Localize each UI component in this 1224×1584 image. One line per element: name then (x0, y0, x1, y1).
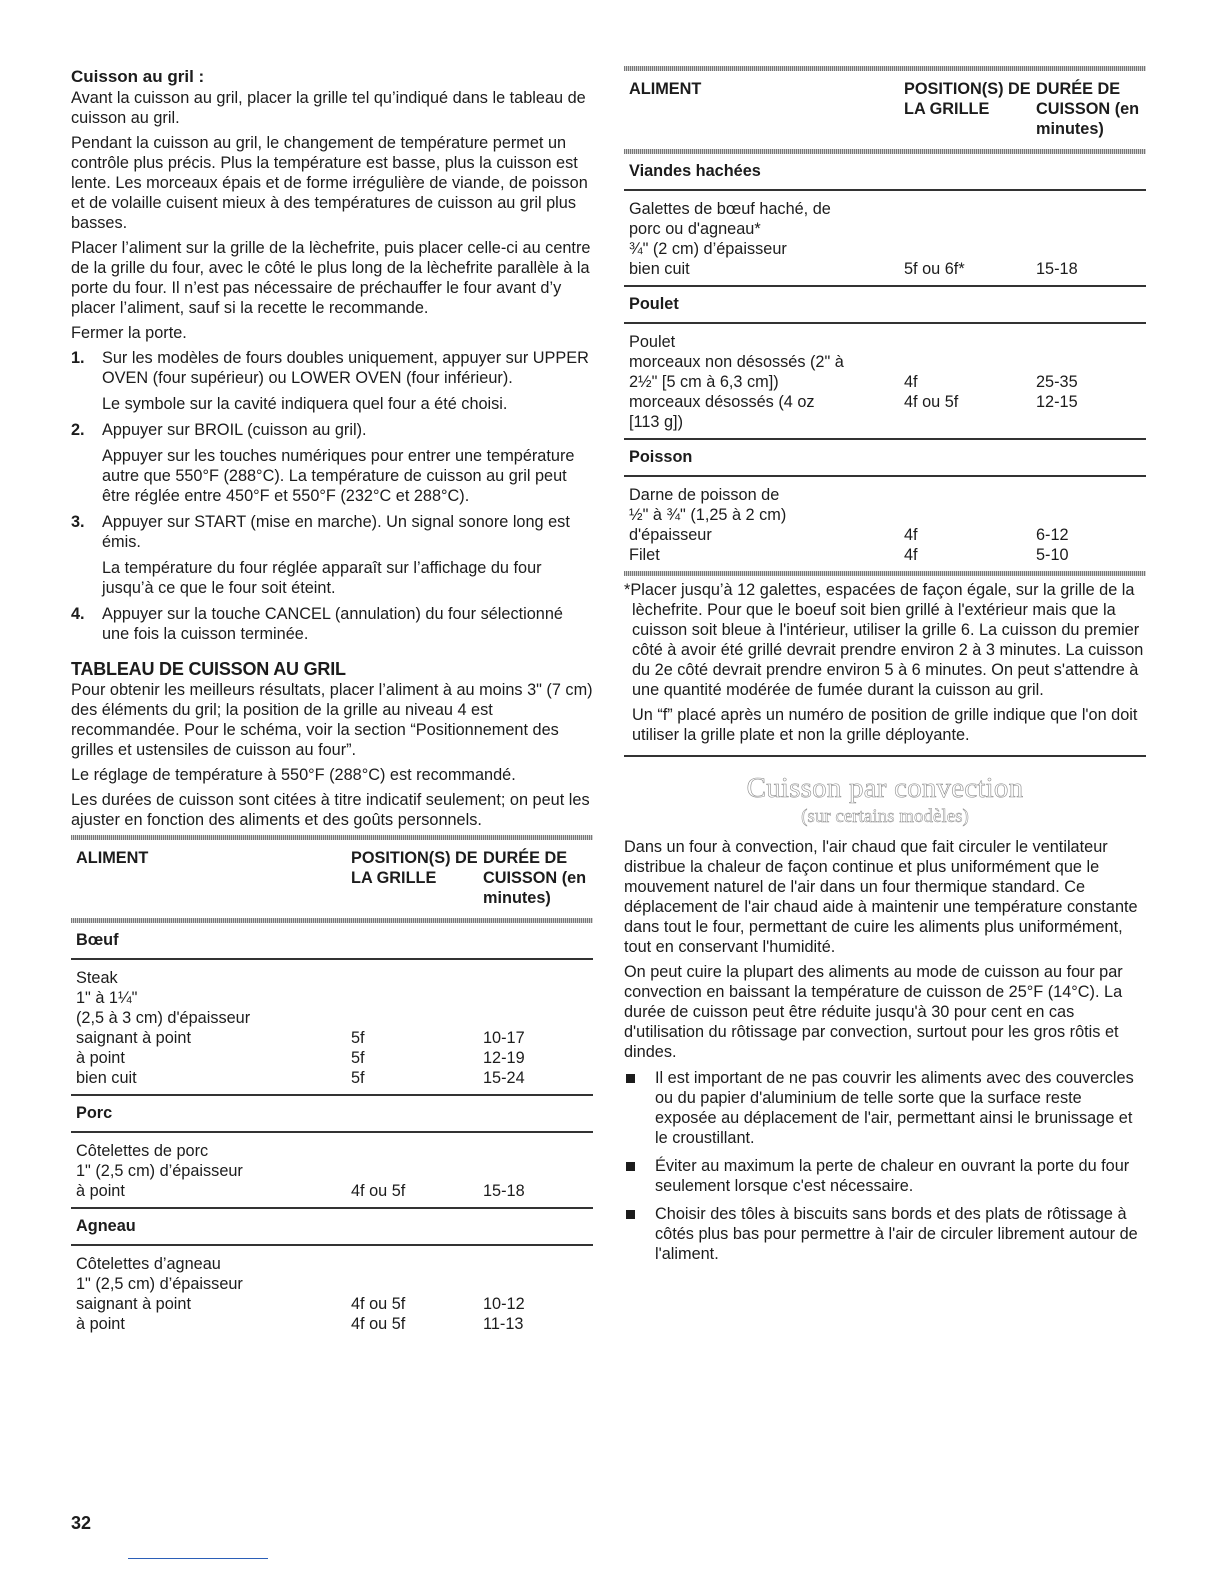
table-header (624, 71, 1146, 149)
flat-rack-footnote: Un “f” placé après un numéro de position de grille indique que l'on doit utiliser la grille plate et non la grille déployante. (632, 706, 1138, 744)
table-row (76, 1254, 593, 1274)
step-item (71, 420, 593, 506)
list-item (624, 1204, 1146, 1264)
cell-position: 4f ou 5f (351, 1182, 406, 1200)
cell-food: Côtelettes de porc (76, 1142, 209, 1160)
table-group-rows (624, 477, 1146, 571)
table-row (629, 485, 1146, 505)
cell-duration (1036, 239, 1146, 259)
convection-tips (624, 1068, 1146, 1264)
bullet-text: Choisir des tôles à biscuits sans bords et des plats de rôtissage à côtés plus bas pour permettre à l'air de circuler librement autour de l'aliment. (655, 1205, 1138, 1263)
cell-position (904, 332, 1036, 352)
cell-food: [113 g]) (629, 413, 684, 431)
table-row (76, 1274, 593, 1294)
convection-paragraph: Dans un four à convection, l'air chaud que fait circuler le ventilateur distribue la chaleur de façon continue et plus uniformément que le mouvement naturel de l'air dans un four thermique standard. Ce déplacement de l'air chaud aide à maintenir une température constante dans tout le four, permettant de cuire les aliments plus uniformément, tout en conservant l'humidité. (624, 838, 1138, 956)
cell-position: 5f (351, 1049, 365, 1067)
cell-position (351, 1254, 483, 1274)
table-header (71, 840, 593, 918)
step-note: Le symbole sur la cavité indiquera quel four a été choisi. (102, 395, 508, 413)
cell-food: Filet (629, 546, 660, 564)
cell-position: 5f ou 6f* (904, 260, 965, 278)
broil-steps (71, 348, 593, 644)
bullet-square-icon (626, 1074, 635, 1083)
step-item (71, 512, 593, 598)
table-heading: TABLEAU DE CUISSON AU GRIL (71, 659, 346, 679)
cell-position: 4f (904, 526, 918, 544)
table-row (76, 1068, 593, 1088)
table-row (76, 988, 593, 1008)
cell-duration (483, 1008, 593, 1028)
cell-food: porc ou d'agneau* (629, 220, 761, 238)
cell-position (351, 1008, 483, 1028)
cell-duration (1036, 199, 1146, 219)
table-footnotes (624, 580, 1146, 745)
bullet-text: Il est important de ne pas couvrir les aliments avec des couvercles ou du papier d'aluminium de telle sorte que la surface reste exposée au déplacement de l'air, permettant ainsi le brunissage et le croustillant. (655, 1069, 1134, 1147)
cell-food: Galettes de bœuf haché, de (629, 200, 831, 218)
cell-food: saignant à point (76, 1029, 191, 1047)
table-hatch-rule (624, 571, 1146, 576)
cell-food: d'épaisseur (629, 526, 712, 544)
cell-position (351, 988, 483, 1008)
cell-duration (1036, 505, 1146, 525)
table-category: Poulet (624, 287, 1146, 324)
step-text: Appuyer sur START (mise en marche). Un signal sonore long est émis. (102, 513, 570, 551)
cell-duration (483, 988, 593, 1008)
cell-position (351, 1161, 483, 1181)
table-group-rows (71, 1246, 593, 1340)
cell-food: morceaux non désossés (2" à (629, 353, 844, 371)
cell-duration (483, 1274, 593, 1294)
cell-food: ½" à ¾" (1,25 à 2 cm) (629, 506, 787, 524)
cell-duration (1036, 412, 1146, 432)
placement-paragraph: Placer l’aliment sur la grille de la lèchefrite, puis placer celle-ci au centre de la grille du four, avec le côté le plus long de la lèchefrite parallèle à la porte du four. Il n’est pas nécessaire de préchauffer le four avant d’y placer l’aliment, sauf si la recette le recommande. (71, 239, 591, 317)
table-row (629, 219, 1146, 239)
table-category: Porc (71, 1096, 593, 1133)
cell-position (904, 485, 1036, 505)
table-row (76, 1048, 593, 1068)
cell-duration: 25-35 (1036, 373, 1078, 391)
step-number: 4. (71, 605, 85, 623)
step-note: Appuyer sur les touches numériques pour entrer une température autre que 550°F (288°C). La température de cuisson au gril peut être réglée entre 450°F et 550°F (232°C et 288°C). (102, 447, 575, 505)
header-duration: DURÉE DE CUISSON (en minutes) (483, 849, 587, 907)
table-row (629, 392, 1146, 412)
cell-duration (1036, 352, 1146, 372)
table-row (629, 352, 1146, 372)
table-group-rows (624, 191, 1146, 287)
bullet-square-icon (626, 1210, 635, 1219)
table-category: Agneau (71, 1209, 593, 1246)
table-category: Poisson (624, 440, 1146, 477)
cell-position (904, 239, 1036, 259)
right-column (624, 66, 1146, 1272)
step-number: 2. (71, 421, 85, 439)
table-row (629, 412, 1146, 432)
cell-duration (483, 1254, 593, 1274)
cell-food: Côtelettes d’agneau (76, 1255, 221, 1273)
table-row (629, 199, 1146, 219)
temperature-recommendation: Le réglage de température à 550°F (288°C) est recommandé. (71, 766, 516, 784)
table-intro-paragraph: Pour obtenir les meilleurs résultats, placer l’aliment à au moins 3" (7 cm) des éléments du gril; la position de la grille au niveau 4 est recommandée. Pour le schéma, voir la section “Positionnement des grilles et ustensiles de cuisson au four”. (71, 681, 593, 759)
cell-food: Darne de poisson de (629, 486, 780, 504)
section-divider (624, 755, 1146, 757)
table-row (629, 372, 1146, 392)
cell-position: 4f (904, 373, 918, 391)
table-row (76, 968, 593, 988)
cell-duration: 5-10 (1036, 546, 1069, 564)
cell-food: 2½" [5 cm à 6,3 cm]) (629, 373, 779, 391)
convection-subtitle: (sur certains modèles) (801, 806, 969, 827)
cell-duration: 6-12 (1036, 526, 1069, 544)
table-row (76, 1008, 593, 1028)
cell-position: 4f ou 5f (904, 393, 959, 411)
list-item (624, 1068, 1146, 1148)
cell-food: à point (76, 1182, 125, 1200)
bullet-text: Éviter au maximum la perte de chaleur en ouvrant la porte du four seulement lorsque c'est nécessaire. (655, 1157, 1130, 1195)
list-item (624, 1156, 1146, 1196)
close-door-paragraph: Fermer la porte. (71, 324, 187, 342)
cell-duration: 12-15 (1036, 393, 1078, 411)
table-row (629, 525, 1146, 545)
step-number: 3. (71, 513, 85, 531)
temperature-paragraph: Pendant la cuisson au gril, le changement de température permet un contrôle plus précis. Plus la température est basse, plus la cuisson est lente. Les morceaux épais et de forme irrégulière de viande, de poisson et de volaille cuisent mieux à des températures de cuisson au gril plus basses. (71, 134, 588, 232)
header-food: ALIMENT (76, 849, 149, 867)
intro-paragraph: Avant la cuisson au gril, placer la grille tel qu’indiqué dans le tableau de cuisson au gril. (71, 89, 586, 127)
cell-duration (483, 1141, 593, 1161)
step-text: Appuyer sur la touche CANCEL (annulation) du four sélectionné une fois la cuisson terminée. (102, 605, 563, 643)
cell-duration (483, 1161, 593, 1181)
cell-position: 4f ou 5f (351, 1315, 406, 1333)
table-row (629, 545, 1146, 565)
cell-duration (1036, 485, 1146, 505)
header-position: POSITION(S) DE LA GRILLE (904, 80, 1031, 118)
cell-duration: 12-19 (483, 1049, 525, 1067)
bottom-rule (128, 1558, 268, 1559)
cell-duration: 10-12 (483, 1295, 525, 1313)
table-row (76, 1028, 593, 1048)
broil-table-right (624, 66, 1146, 576)
table-row (76, 1141, 593, 1161)
cell-duration (1036, 219, 1146, 239)
left-column (71, 66, 593, 1340)
table-row (76, 1294, 593, 1314)
table-row (629, 332, 1146, 352)
cell-position: 5f (351, 1029, 365, 1047)
cell-food: morceaux désossés (4 oz (629, 393, 815, 411)
table-category: Bœuf (71, 923, 593, 960)
cell-duration (483, 968, 593, 988)
cell-food: saignant à point (76, 1295, 191, 1313)
cell-position (904, 352, 1036, 372)
table-body (71, 923, 593, 1340)
cell-position: 4f ou 5f (351, 1295, 406, 1313)
table-group-rows (624, 324, 1146, 440)
table-row (76, 1181, 593, 1201)
step-text: Appuyer sur BROIL (cuisson au gril). (102, 421, 367, 439)
broil-heading: Cuisson au gril : (71, 67, 205, 86)
convection-title: Cuisson par convection (746, 772, 1024, 804)
cell-position (904, 219, 1036, 239)
cell-position: 4f (904, 546, 918, 564)
cell-position (351, 968, 483, 988)
table-row (76, 1314, 593, 1334)
step-item (71, 348, 593, 414)
patty-footnote: *Placer jusqu’à 12 galettes, espacées de façon égale, sur la grille de la lèchefrite. Pour que le boeuf soit bien grillé à l'extérieur mais que la cuisson soit bleue à l'intérieur, utiliser la grille 6. La cuisson du premier côté à avoir été grillé devrait prendre environ 2 à 3 minutes. La cuisson du 2e côté devrait prendre environ 5 à 6 minutes. On peut s'attendre à une quantité modérée de fumée durant la cuisson au gril. (624, 581, 1144, 699)
cell-duration: 15-18 (483, 1182, 525, 1200)
header-position: POSITION(S) DE LA GRILLE (351, 849, 478, 887)
cell-duration: 10-17 (483, 1029, 525, 1047)
cell-position: 5f (351, 1069, 365, 1087)
table-category: Viandes hachées (624, 154, 1146, 191)
page-number: 32 (71, 1513, 92, 1533)
cell-food: Steak (76, 969, 118, 987)
table-row (629, 505, 1146, 525)
cell-duration: 15-24 (483, 1069, 525, 1087)
table-row (76, 1161, 593, 1181)
table-row (629, 259, 1146, 279)
cell-duration: 15-18 (1036, 260, 1078, 278)
cell-position (351, 1274, 483, 1294)
cell-food: Poulet (629, 333, 676, 351)
duration-note: Les durées de cuisson sont citées à titre indicatif seulement; on peut les ajuster en fonction des aliments et des goûts personnels. (71, 791, 590, 829)
cell-position (351, 1141, 483, 1161)
cell-food: à point (76, 1049, 125, 1067)
table-group-rows (71, 1133, 593, 1209)
cell-food: (2,5 à 3 cm) d'épaisseur (76, 1009, 251, 1027)
header-food: ALIMENT (629, 80, 702, 98)
cell-food: bien cuit (629, 260, 690, 278)
cell-food: 1" (2,5 cm) d’épaisseur (76, 1275, 243, 1293)
step-number: 1. (71, 349, 85, 367)
cell-food: 1" à 1¼" (76, 989, 138, 1007)
header-duration: DURÉE DE CUISSON (en minutes) (1036, 80, 1140, 138)
cell-position (904, 199, 1036, 219)
step-note: La température du four réglée apparaît sur l’affichage du four jusqu’à ce que le four soit éteint. (102, 559, 542, 597)
cell-position (904, 412, 1036, 432)
cell-food: 1" (2,5 cm) d’épaisseur (76, 1162, 243, 1180)
broil-table-left (71, 835, 593, 1340)
cell-food: bien cuit (76, 1069, 137, 1087)
cell-food: ¾" (2 cm) d’épaisseur (629, 240, 787, 258)
table-group-rows (71, 960, 593, 1096)
bullet-square-icon (626, 1162, 635, 1171)
step-text: Sur les modèles de fours doubles uniquement, appuyer sur UPPER OVEN (four supérieur) ou LOWER OVEN (four inférieur). (102, 349, 589, 387)
convection-paragraph: On peut cuire la plupart des aliments au mode de cuisson au four par convection en baissant la température de cuisson de 25°F (14°C). La durée de cuisson peut être réduite jusqu'à 30 pour cent en cas d'utilisation du rôtissage par convection, surtout pour les gros rôtis et dindes. (624, 963, 1123, 1061)
cell-duration (1036, 332, 1146, 352)
table-row (629, 239, 1146, 259)
table-body (624, 154, 1146, 571)
step-item (71, 604, 593, 644)
cell-position (904, 505, 1036, 525)
cell-duration: 11-13 (483, 1315, 524, 1333)
cell-food: à point (76, 1315, 125, 1333)
